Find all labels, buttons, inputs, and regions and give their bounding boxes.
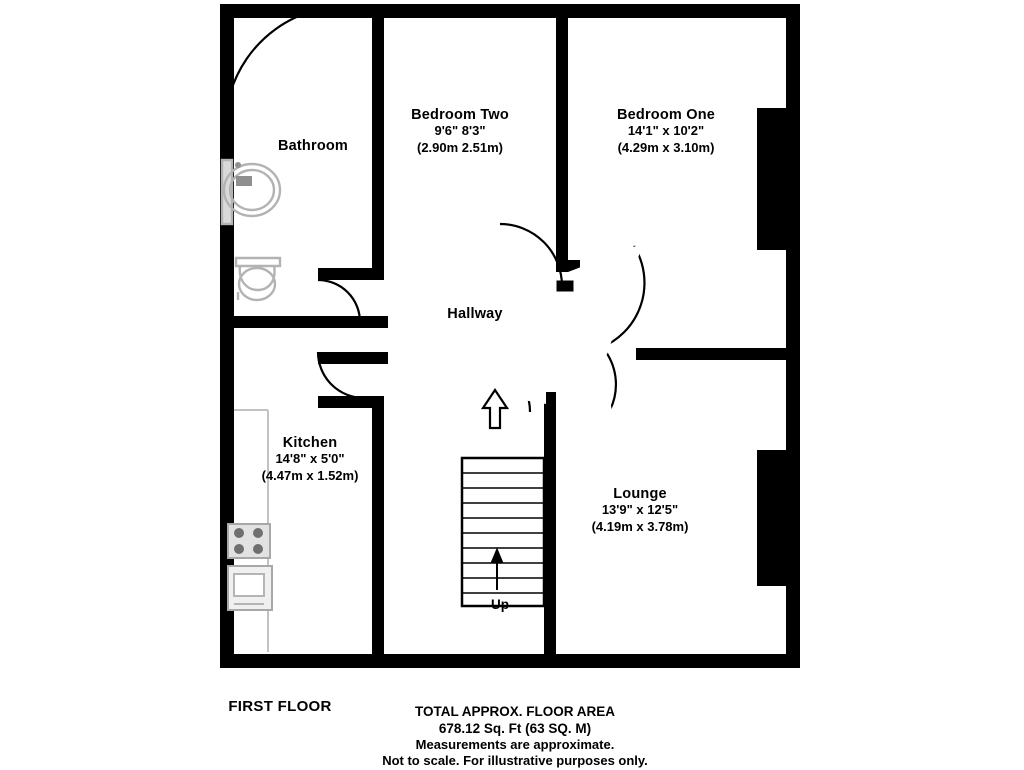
- room-label-bedroom-one: Bedroom One: [616, 107, 716, 123]
- room-dims-bedroom-two: 9'6" 8'3": [434, 123, 486, 138]
- room-label-bedroom-two: Bedroom Two: [411, 107, 509, 123]
- room-dims-metric-kitchen: (4.47m x 1.52m): [261, 468, 359, 483]
- stairs-up-label: Up: [491, 597, 509, 612]
- room-label-hallway: Hallway: [447, 306, 503, 322]
- footer-total-area-value: 678.12 Sq. Ft (63 SQ. M): [438, 721, 592, 736]
- room-dims-metric-bedroom-two: (2.90m 2.51m): [417, 140, 503, 155]
- footer-disclaimer-1: Measurements are approximate.: [415, 737, 615, 752]
- room-dims-bedroom-one: 14'1" x 10'2": [627, 123, 705, 138]
- room-dims-kitchen: 14'8" x 5'0": [275, 451, 345, 466]
- room-label-lounge: Lounge: [613, 486, 667, 502]
- room-dims-lounge: 13'9" x 12'5": [601, 502, 679, 517]
- footer-total-area-title: TOTAL APPROX. FLOOR AREA: [414, 704, 615, 719]
- room-dims-metric-lounge: (4.19m x 3.78m): [591, 519, 689, 534]
- footer-disclaimer-2: Not to scale. For illustrative purposes only.: [382, 753, 648, 768]
- room-label-bathroom: Bathroom: [277, 138, 349, 154]
- floor-title: FIRST FLOOR: [228, 698, 332, 715]
- staircase: [462, 458, 544, 606]
- room-label-kitchen: Kitchen: [282, 435, 338, 451]
- room-dims-metric-bedroom-one: (4.29m x 3.10m): [617, 140, 715, 155]
